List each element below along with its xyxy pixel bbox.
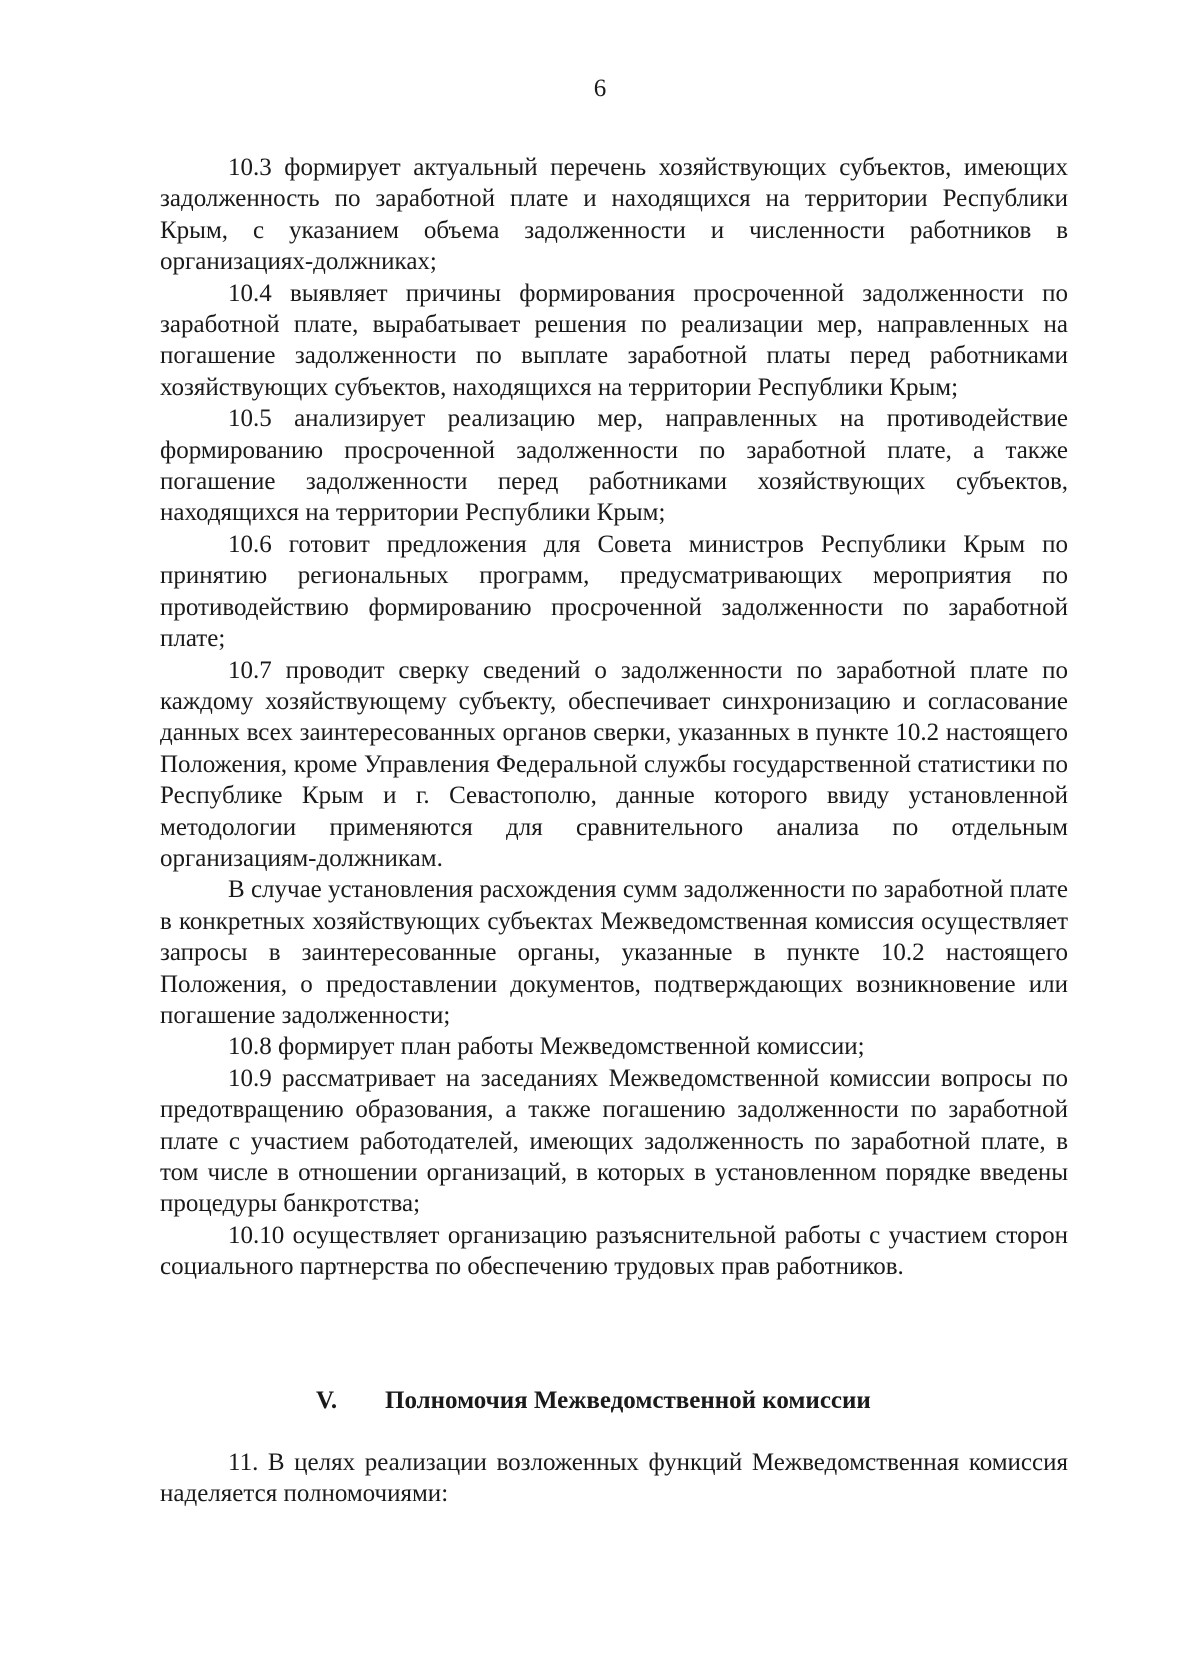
paragraph-10-10: 10.10 осуществляет организацию разъяснительной работы с участием сторон социального партнерства по обеспечению трудовых прав работников. <box>160 1221 1068 1281</box>
document-body <box>160 152 1068 1283</box>
paragraph-discrepancy: В случае установления расхождения сумм задолженности по заработной плате в конкретных хозяйствующих субъектах Межведомственная комиссия осуществляет запросы в заинтересованные органы, указанные в пункте 10.2 настоящего Положения, о предоставлении документов, подтверждающих возникновение или погашение задолженности; <box>160 876 1068 1029</box>
paragraph-10-8: 10.8 формирует план работы Межведомственной комиссии; <box>228 1033 865 1061</box>
section-title: Полномочия Межведомственной комиссии <box>385 1387 871 1414</box>
page-number: 6 <box>593 75 607 102</box>
paragraph-10-7: 10.7 проводит сверку сведений о задолженности по заработной плате по каждому хозяйствующему субъекту, обеспечивает синхронизацию и согласование данных всех заинтересованных органов сверки, указанных в пункте 10.2 настоящего Положения, кроме Управления Федеральной службы государственной статистики по Республике Крым и г. Севастополю, данные которого ввиду установленной методологии применяются для сравнительного анализа по отдельным организациям-должникам. <box>160 656 1068 872</box>
paragraph-10-3: 10.3 формирует актуальный перечень хозяйствующих субъектов, имеющих задолженность по заработной плате и находящихся на территории Республики Крым, с указанием объема задолженности и численности работников в организациях-должниках; <box>160 154 1068 276</box>
paragraph-10-4: 10.4 выявляет причины формирования просроченной задолженности по заработной плате, вырабатывает решения по реализации мер, направленных на погашение задолженности по выплате заработной платы перед работниками хозяйствующих субъектов, находящихся на территории Республики Крым; <box>160 279 1068 401</box>
paragraph-11: 11. В целях реализации возложенных функций Межведомственная комиссия наделяется полномочиями: <box>160 1449 1068 1508</box>
paragraph-10-5: 10.5 анализирует реализацию мер, направленных на противодействие формированию просроченной задолженности по заработной плате, а также погашение задолженности перед работниками хозяйствующих субъектов, находящихся на территории Республики Крым; <box>160 405 1068 527</box>
paragraph-10-9: 10.9 рассматривает на заседаниях Межведомственной комиссии вопросы по предотвращению образования, а также погашению задолженности по заработной плате с участием работодателей, имеющих задолженность по заработной плате, в том числе в отношении организаций, в которых в установленном порядке введены процедуры банкротства; <box>160 1064 1068 1218</box>
paragraph-10-6: 10.6 готовит предложения для Совета министров Республики Крым по принятию региональных программ, предусматривающих мероприятия по противодействию формированию просроченной задолженности по заработной плате; <box>160 530 1068 653</box>
section-body <box>160 1447 1068 1510</box>
section-number: V. <box>316 1387 338 1414</box>
